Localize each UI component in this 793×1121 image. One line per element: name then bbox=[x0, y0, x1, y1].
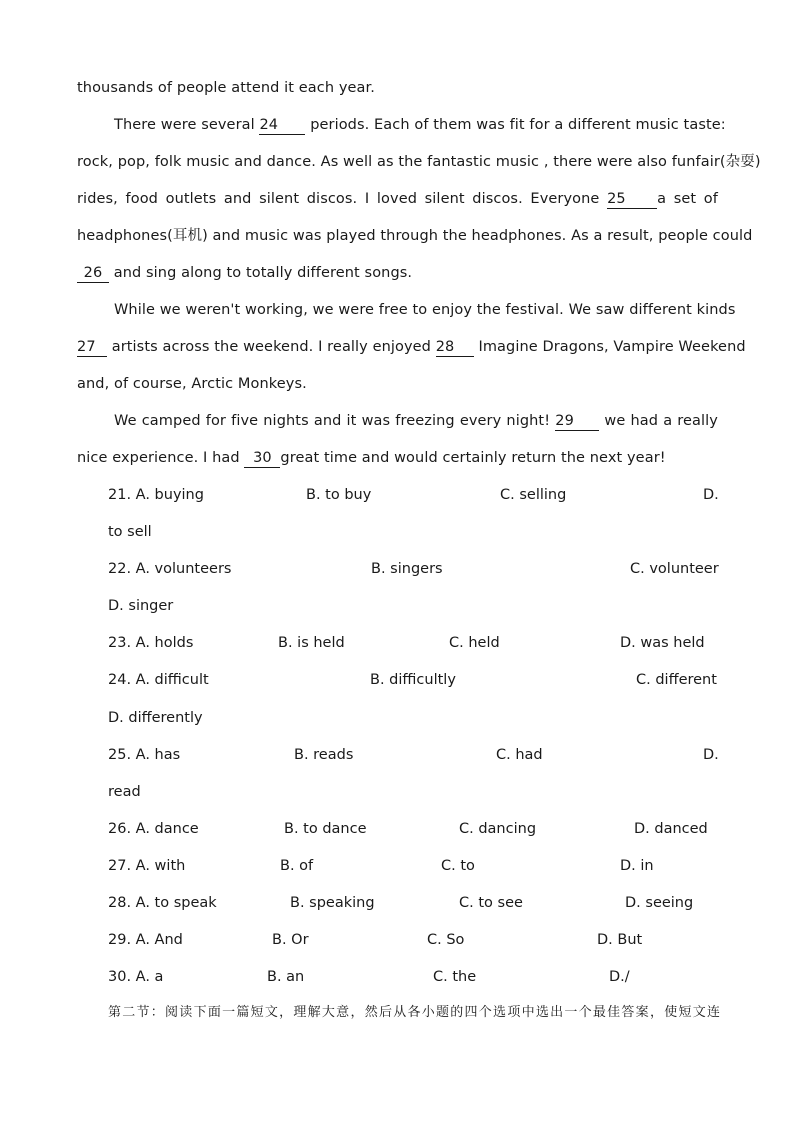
question-25: 25. A. has B. reads C. had D. bbox=[108, 747, 719, 763]
question-27: 27. A. with B. of C. to D. in bbox=[108, 858, 654, 874]
blank-28: 28 bbox=[436, 339, 474, 357]
question-29: 29. A. And B. Or C. So D. But bbox=[108, 932, 643, 948]
passage-line: 26 and sing along to totally different songs. bbox=[77, 263, 718, 283]
blank-27: 27 bbox=[77, 339, 107, 357]
passage-line: 27 artists across the weekend. I really enjoyed 28 Imagine Dragons, Vampire Weekend bbox=[77, 339, 746, 355]
section-instruction: 第二节：阅读下面一篇短文，理解大意，然后从各小题的四个选项中选出一个最佳答案，使短文连 bbox=[108, 1005, 720, 1020]
passage-line: headphones(耳机) and music was played through the headphones. As a result, people could bbox=[77, 228, 753, 244]
passage-line: nice experience. I had 30 great time and would certainly return the next year! bbox=[77, 450, 666, 466]
passage-line: and, of course, Arctic Monkeys. bbox=[77, 376, 307, 392]
passage-line: thousands of people attend it each year. bbox=[77, 80, 375, 96]
question-22: 22. A. volunteers B. singers C. volunteer bbox=[108, 561, 719, 577]
blank-26: 26 bbox=[77, 265, 109, 283]
blank-30: 30 bbox=[244, 450, 280, 468]
passage-line: There were several 24 periods. Each of them was fit for a different music taste: bbox=[114, 117, 726, 133]
question-26: 26. A. dance B. to dance C. dancing D. danced bbox=[108, 821, 708, 837]
question-28: 28. A. to speak B. speaking C. to see D. seeing bbox=[108, 895, 694, 911]
passage-line: rock, pop, folk music and dance. As well as the fantastic music , there were also funfair(杂耍) bbox=[77, 154, 761, 170]
question-30: 30. A. a B. an C. the D./ bbox=[108, 969, 630, 985]
blank-24: 24 bbox=[259, 117, 305, 135]
question-21-wrap: to sell bbox=[108, 524, 152, 540]
passage-line: While we weren't working, we were free to enjoy the festival. We saw different kinds bbox=[114, 302, 736, 318]
question-25-wrap: read bbox=[108, 784, 141, 800]
blank-29: 29 bbox=[555, 413, 599, 431]
blank-25: 25 bbox=[607, 191, 657, 209]
question-24: 24. A. difficult B. difficultly C. different bbox=[108, 672, 717, 688]
passage-line: rides, food outlets and silent discos. I loved silent discos. Everyone 25 a set of bbox=[77, 191, 718, 207]
passage-line: We camped for five nights and it was freezing every night! 29 we had a really bbox=[114, 413, 718, 429]
question-21: 21. A. buying B. to buy C. selling D. bbox=[108, 487, 719, 503]
question-22-wrap: D. singer bbox=[108, 598, 174, 614]
question-23: 23. A. holds B. is held C. held D. was held bbox=[108, 635, 705, 651]
question-24-wrap: D. differently bbox=[108, 710, 203, 726]
